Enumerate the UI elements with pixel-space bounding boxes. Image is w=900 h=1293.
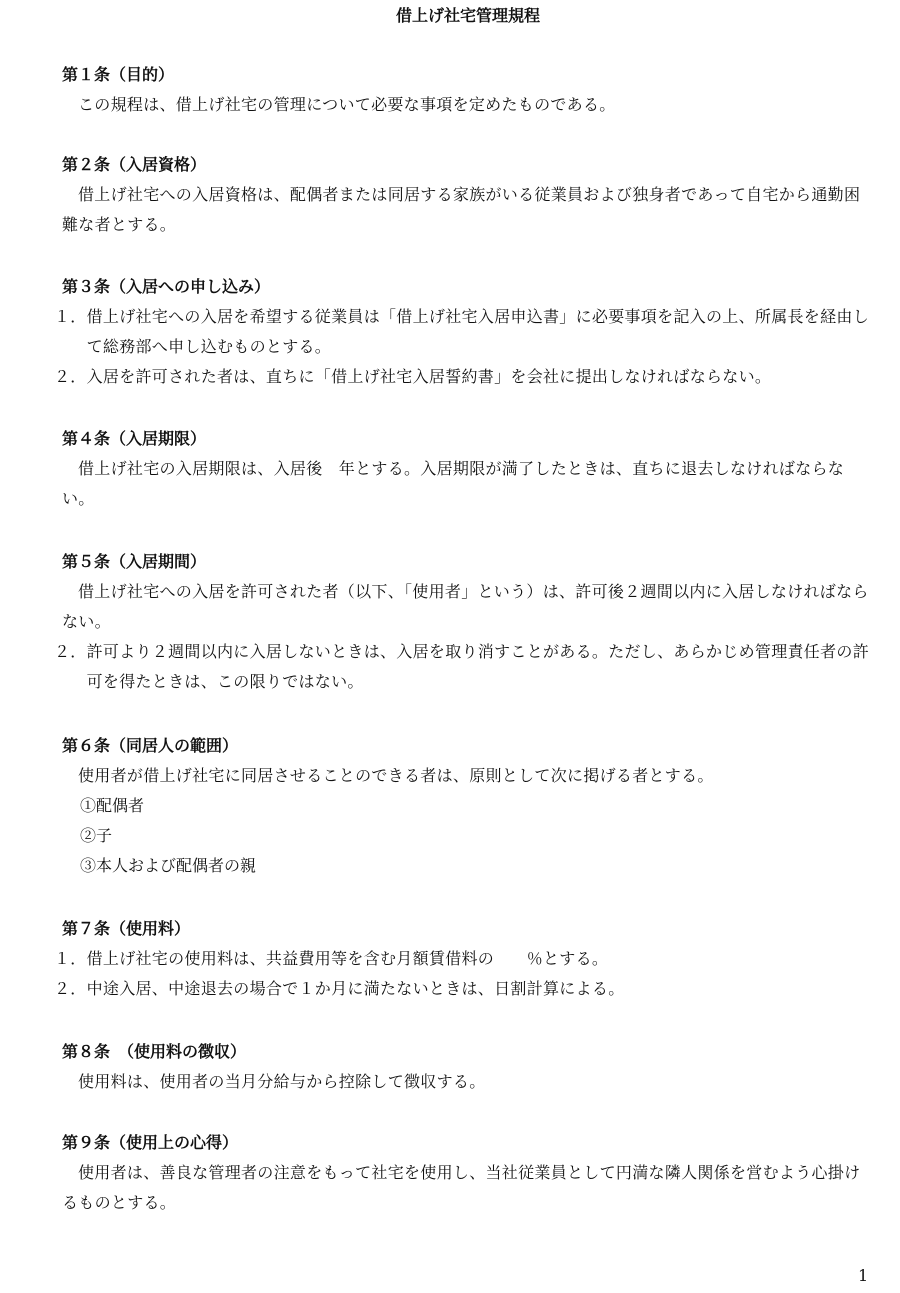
article-9 — [62, 1132, 874, 1218]
article-heading: 第７条（使用料） — [62, 919, 191, 938]
article-body: 使用者が借上げ社宅に同居させることのできる者は、原則として次に掲げる者とする。 — [78, 766, 714, 785]
list-item: ③本人および配偶者の親 — [80, 856, 257, 875]
item-number: ２． — [54, 367, 87, 386]
article-heading: 第６条（同居人の範囲） — [62, 736, 239, 755]
article-body: 使用料は、使用者の当月分給与から控除して徴収する。 — [78, 1072, 486, 1091]
article-2 — [62, 154, 874, 240]
list-item: ②子 — [80, 826, 113, 845]
article-heading: 第１条（目的） — [62, 65, 175, 84]
article-heading: 第３条（入居への申し込み） — [62, 277, 271, 296]
article-body: 借上げ社宅の入居期限は、入居後 年とする。入居期限が満了したときは、直ちに退去しなければならない。 — [62, 459, 845, 508]
article-8 — [62, 1041, 874, 1097]
article-item — [54, 974, 874, 1004]
article-item — [54, 944, 874, 974]
item-number: １． — [54, 307, 87, 326]
item-text: 中途入居、中途退去の場合で１か月に満たないときは、日割計算による。 — [86, 979, 625, 998]
article-body: 借上げ社宅への入居資格は、配偶者または同居する家族がいる従業員および独身者であって自宅から通勤困難な者とする。 — [62, 185, 861, 234]
article-body: 借上げ社宅への入居を許可された者（以下、「使用者」という）は、許可後２週間以内に入居しなければならない。 — [62, 582, 869, 631]
article-6 — [62, 735, 874, 881]
item-number: ２． — [54, 642, 87, 661]
article-7 — [54, 918, 874, 1004]
article-3 — [54, 276, 874, 392]
article-body: 使用者は、善良な管理者の注意をもって社宅を使用し、当社従業員として円満な隣人関係を営むよう心掛けるものとする。 — [62, 1163, 861, 1212]
article-heading: 第２条（入居資格） — [62, 155, 207, 174]
item-text: 借上げ社宅への入居を希望する従業員は「借上げ社宅入居申込書」に必要事項を記入の上、所属長を経由して総務部へ申し込むものとする。 — [86, 307, 870, 356]
article-item — [54, 637, 874, 697]
article-5 — [54, 551, 874, 697]
article-heading: 第５条（入居期間） — [62, 552, 207, 571]
article-heading: 第８条 （使用料の徴収） — [62, 1042, 247, 1061]
item-number: ２． — [54, 979, 87, 998]
item-text: 許可より２週間以内に入居しないときは、入居を取り消すことがある。ただし、あらかじめ管理責任者の許可を得たときは、この限りではない。 — [86, 642, 870, 691]
article-heading: 第４条（入居期限） — [62, 429, 207, 448]
article-body: この規程は、借上げ社宅の管理について必要な事項を定めたものである。 — [78, 95, 616, 114]
article-4 — [62, 428, 874, 514]
item-number: １． — [54, 949, 87, 968]
document-title: 借上げ社宅管理規程 — [395, 6, 540, 25]
page-number: 1 — [858, 1266, 869, 1285]
item-text: 借上げ社宅の使用料は、共益費用等を含む月額賃借料の ％とする。 — [86, 949, 609, 968]
list-item: ①配偶者 — [80, 796, 145, 815]
item-text: 入居を許可された者は、直ちに「借上げ社宅入居誓約書」を会社に提出しなければならない。 — [86, 367, 772, 386]
article-heading: 第９条（使用上の心得） — [62, 1133, 239, 1152]
article-1 — [62, 64, 874, 120]
article-item — [54, 362, 874, 392]
article-item — [54, 302, 874, 362]
